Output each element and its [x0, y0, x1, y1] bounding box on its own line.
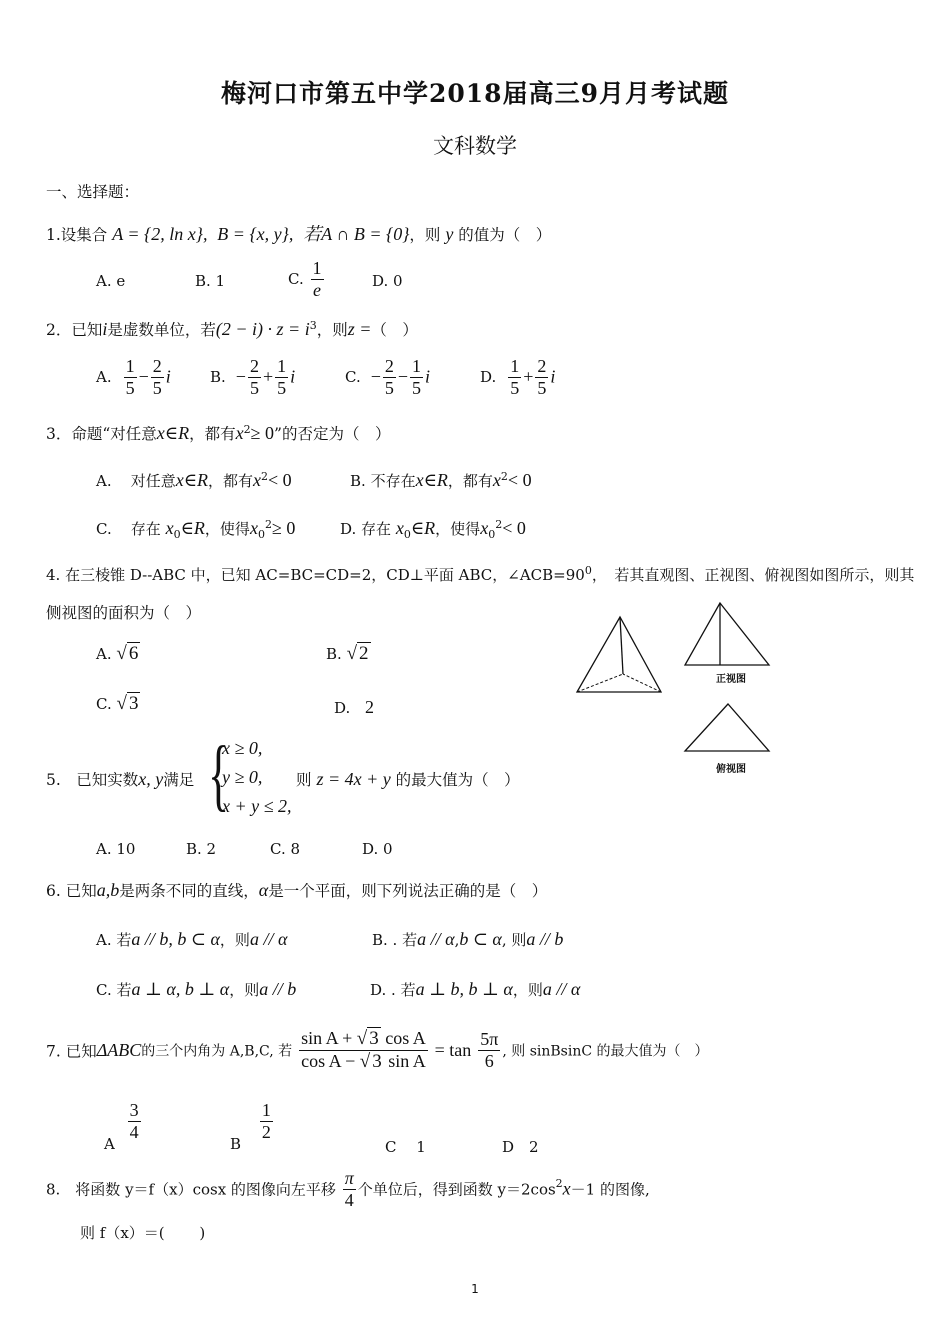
frac-denominator: 5: [510, 377, 520, 398]
q6-b-cond1: a // α: [417, 929, 455, 949]
q4-degree: 0: [584, 564, 592, 577]
q1-option-a[interactable]: A. e: [96, 272, 126, 290]
q3-a-exp: 2: [261, 470, 269, 483]
q7-triangle: ΔABC: [96, 1039, 142, 1060]
q3-c-sub2: 0: [257, 528, 265, 541]
frac-numerator: 3: [129, 1100, 139, 1120]
q2-option-c[interactable]: [345, 356, 430, 398]
q7-a-label: A: [104, 1135, 115, 1154]
q6-a-text: A. 若: [96, 931, 132, 949]
q3-d-domain: ∈R: [410, 518, 436, 538]
q6-c-concl: a // b: [259, 979, 297, 999]
q3-d-sub2: 0: [488, 528, 496, 541]
q3-a-domain: x∈R: [175, 470, 209, 490]
q1-option-c[interactable]: [288, 258, 326, 300]
q8-text-a: 8. 将函数 y＝f（x）cosx 的图像向左平移: [46, 1180, 336, 1199]
q5-text-c: 满足: [163, 771, 195, 789]
frac-denominator: 5: [384, 377, 394, 398]
q2-option-d[interactable]: [480, 356, 555, 398]
q3-c-text: 存在: [130, 520, 161, 538]
q6-b-text2: , 则: [501, 931, 527, 949]
q3-text-c: ，都有: [189, 425, 236, 443]
q5-constraint-3: x + y ≤ 2,: [222, 796, 292, 816]
option-label: D.: [480, 368, 497, 387]
q6-a-text2: ，则: [219, 931, 250, 949]
q3-c-exp: 2: [264, 518, 272, 531]
option-imaginary-unit: i: [290, 366, 296, 387]
question-4-line2: 侧视图的面积为（ ）: [46, 604, 202, 622]
option-operator: −: [138, 366, 149, 387]
question-3-stem: [46, 422, 390, 444]
q6-b-text: B. . 若: [372, 931, 418, 949]
q6-b-concl: a // b: [526, 929, 564, 949]
option-label: C.: [345, 368, 361, 387]
q7-main-fraction: [299, 1028, 428, 1073]
q7-text-c: 的三个内角为 A,B,C, 若: [141, 1043, 293, 1060]
q7-option-a[interactable]: [104, 1100, 143, 1153]
q3-c-ineq: ≥ 0: [271, 518, 296, 538]
q4-b-radicand: 2: [359, 643, 369, 664]
q3-b-text: 不存在: [370, 472, 416, 490]
option-fraction-1: [383, 356, 396, 398]
option-imaginary-unit: i: [165, 366, 171, 387]
q6-b-comma: ,: [454, 931, 460, 949]
frac-numerator: π: [344, 1168, 354, 1188]
question-6-stem: [46, 879, 547, 901]
question-7-stem: [46, 1028, 709, 1073]
q7-tan-denominator: 6: [484, 1050, 494, 1071]
frac-denominator: 5: [152, 377, 162, 398]
q7-fraction-numerator: [299, 1028, 428, 1051]
q3-a-text: 对任意: [130, 472, 176, 490]
q6-d-text2: ，则: [512, 981, 543, 999]
q3-d-ineq: < 0: [502, 518, 526, 538]
q4-b-label: B.: [326, 645, 342, 663]
top-view-label: 俯视图: [716, 764, 746, 775]
q4-b-sqrt: √ 2: [346, 643, 369, 664]
q3-c-var: x: [165, 518, 174, 538]
option-imaginary-unit: i: [550, 366, 556, 387]
q6-b-cond2: b ⊂ α: [459, 929, 502, 949]
pyramid-hidden-edge-left: [577, 674, 623, 692]
question-8-stem: [46, 1168, 650, 1210]
q7-num-sqrt: √ 3: [356, 1028, 379, 1049]
q3-option-c[interactable]: [96, 518, 295, 541]
q7-b-label: B: [230, 1135, 242, 1154]
q3-b-exp: 2: [500, 470, 508, 483]
q6-c-text: C. 若: [96, 981, 132, 999]
q6-option-c[interactable]: [96, 979, 296, 1000]
q3-ineq: ≥ 0: [250, 423, 275, 443]
q3-option-d[interactable]: [340, 518, 526, 541]
q6-d-cond: a ⊥ b, b ⊥ α: [415, 979, 513, 999]
q5-objective: z = 4x + y: [316, 769, 391, 789]
frac-denominator: 4: [344, 1189, 354, 1210]
q8-var-x: x: [562, 1178, 571, 1199]
q3-b-ineq: < 0: [507, 470, 532, 490]
option-sign: −: [235, 366, 246, 387]
q4-option-b[interactable]: [326, 643, 371, 665]
q7-option-d[interactable]: D 2: [502, 1138, 539, 1156]
q4-a-radicand: 6: [128, 643, 139, 664]
q3-text-g: ”的否定为（ ）: [274, 425, 391, 443]
q1-text-e: ，则: [409, 226, 441, 244]
q3-a-text2: ，都有: [208, 472, 254, 490]
q7-option-b[interactable]: [230, 1100, 275, 1153]
q6-text-a: 6. 已知: [46, 882, 97, 900]
q7-den-part1: cos A −: [301, 1050, 360, 1071]
q5-text-a: 5. 已知实数: [46, 771, 139, 789]
q1-var-y: y: [445, 224, 454, 244]
q6-c-cond: a ⊥ α, b ⊥ α: [131, 979, 230, 999]
q6-option-a[interactable]: [96, 929, 287, 950]
q5-constraint-system: [222, 738, 292, 825]
pyramid-hidden-edge-right: [623, 674, 661, 692]
q2-equation: (2 − i) · z = i: [215, 319, 310, 339]
q7-num-part2: cos A: [380, 1028, 426, 1048]
q5-option-c[interactable]: C. 8: [270, 840, 301, 858]
q7-fraction-denominator: [299, 1051, 428, 1073]
q3-d-var: x: [395, 518, 404, 538]
option-operator: +: [262, 366, 274, 387]
q7-den-radicand: 3: [372, 1050, 382, 1072]
front-view-figure: [683, 601, 773, 669]
q2-text-a: 2．已知: [46, 321, 103, 339]
q3-domain: x∈R: [156, 423, 190, 443]
frac-denominator: e: [313, 279, 321, 300]
option-fraction-2: [275, 356, 288, 398]
q1-text-a: 1.设集合: [46, 226, 108, 244]
q2-text-h: （ ）: [371, 321, 418, 339]
q7-equals-tan: = tan: [434, 1039, 472, 1060]
frac-numerator: 2: [249, 356, 259, 376]
exam-title: 梅河口市第五中学2018届高三9月月考试题: [221, 79, 729, 108]
q2-text-c: 是虚数单位，若: [107, 321, 216, 339]
q5-text-f: 的最大值为（ ）: [395, 771, 520, 789]
pyramid-intuitive-figure: [575, 612, 665, 697]
option-sign: −: [370, 366, 381, 387]
frac-numerator: 2: [537, 356, 547, 376]
option-fraction-1: [248, 356, 261, 398]
q6-c-text2: ，则: [229, 981, 260, 999]
question-2-stem: [46, 318, 418, 340]
option-fraction-1: [508, 356, 521, 398]
q7-b-frac: [260, 1100, 273, 1142]
q1-option-c-frac: [311, 258, 324, 300]
q4-a-label: A.: [96, 645, 112, 663]
q4-c-label: C.: [96, 695, 112, 713]
question-4-line1: [46, 564, 914, 585]
frac-numerator: 2: [152, 356, 162, 376]
q3-a-ineq: < 0: [268, 470, 292, 490]
q5-text-d: 则: [296, 771, 312, 789]
q3-d-text2: ，使得: [435, 520, 481, 538]
q3-b-var: x: [492, 470, 501, 490]
frac-denominator: 5: [249, 377, 259, 398]
q6-a-cond: a // b, b ⊂ α: [131, 929, 220, 949]
q6-a-concl: a // α: [249, 929, 288, 949]
q1-text-g: 的值为（ ）: [458, 226, 552, 244]
q3-a-var: x: [253, 470, 262, 490]
option-label: B.: [210, 368, 226, 387]
question-1-stem: [46, 220, 551, 246]
q3-exp: 2: [243, 422, 251, 436]
q7-option-c[interactable]: C 1: [385, 1138, 426, 1156]
q2-var-z: z =: [347, 319, 372, 339]
q6-plane: α: [258, 880, 269, 900]
q7-a-frac: [128, 1100, 141, 1142]
q5-option-b[interactable]: B. 2: [186, 840, 217, 858]
q1-option-c-label: C.: [288, 270, 304, 289]
question-5-stem-a: [46, 768, 194, 790]
q6-text-c: 是两条不同的直线，: [119, 882, 259, 900]
q2-option-b[interactable]: [210, 356, 295, 398]
exam-subtitle: 文科数学: [433, 134, 517, 158]
q4-d-value: 2: [365, 697, 375, 717]
q5-option-d[interactable]: D. 0: [362, 840, 393, 858]
frac-numerator: 1: [412, 356, 422, 376]
q4-option-a[interactable]: [96, 643, 140, 665]
q5-constraint-1: x ≥ 0,: [222, 738, 263, 758]
q6-option-b[interactable]: [372, 929, 563, 950]
q6-vars: a,b: [96, 880, 120, 900]
option-imaginary-unit: i: [425, 366, 431, 387]
q1-condition: 若A ∩ B = {0}: [303, 224, 410, 244]
top-view-figure: [683, 702, 773, 754]
q5-vars: x, y: [138, 769, 164, 789]
front-view-label: 正视图: [716, 674, 746, 685]
q4-c-sqrt: √ 3: [116, 693, 139, 714]
frac-numerator: 1: [125, 356, 135, 376]
question-5-stem-b: [296, 768, 520, 790]
question-8-line2: 则 f（x）＝( ): [80, 1224, 206, 1242]
q2-var-i: i: [102, 319, 108, 339]
q6-option-d[interactable]: [370, 979, 580, 1000]
q7-den-part2: sin A: [383, 1050, 426, 1071]
q3-d-label: D.: [340, 520, 357, 538]
q5-constraint-2: y ≥ 0,: [222, 767, 263, 787]
frac-denominator: 5: [277, 377, 287, 398]
q3-c-var2: x: [249, 518, 258, 538]
option-operator: −: [397, 366, 409, 387]
q3-b-text2: ，都有: [447, 472, 493, 490]
q4-d-label: D.: [334, 699, 351, 717]
q3-c-label: C.: [96, 520, 112, 538]
q7-tan-fraction: [478, 1029, 500, 1071]
q7-den-sqrt: √ 3: [359, 1050, 382, 1072]
q7-num-radicand: 3: [369, 1028, 379, 1049]
q3-option-a[interactable]: [96, 470, 292, 491]
q2-text-f: ，则: [316, 321, 348, 339]
frac-denominator: 5: [412, 377, 422, 398]
frac-numerator: 1: [510, 356, 520, 376]
q6-d-text: D. . 若: [370, 981, 416, 999]
q5-system-brace: {: [208, 731, 230, 819]
option-fraction-2: [410, 356, 423, 398]
page-number: 1: [471, 1282, 479, 1296]
frac-denominator: 5: [537, 377, 547, 398]
q8-exponent: 2: [555, 1177, 563, 1191]
q7-text-d: , 则 sinBsinC 的最大值为（ ）: [502, 1043, 709, 1060]
q6-d-concl: a // α: [542, 979, 581, 999]
q7-num-part1: sin A +: [301, 1028, 357, 1048]
q8-shift-fraction: [343, 1168, 356, 1210]
frac-numerator: 1: [312, 258, 322, 278]
q2-exponent: 3: [309, 318, 317, 332]
q7-tan-numerator: 5π: [480, 1029, 499, 1050]
frac-denominator: 4: [129, 1121, 139, 1142]
q1-option-d[interactable]: D. 0: [372, 272, 403, 290]
q4-text-b: ， 若其直观图、正视图、俯视图如图所示，则其: [591, 566, 915, 584]
q3-b-domain: x∈R: [415, 470, 448, 490]
q1-option-b[interactable]: B. 1: [195, 272, 226, 290]
q3-a-label: A.: [96, 472, 112, 490]
q4-text-a: 4. 在三棱锥 D--ABC 中，已知 AC=BC=CD=2，CD⊥平面 ABC，∠ACB=90: [46, 566, 585, 584]
q4-option-c[interactable]: [96, 693, 140, 715]
pyramid-edge-front: [620, 617, 623, 674]
frac-numerator: 1: [277, 356, 287, 376]
q4-c-radicand: 3: [128, 693, 139, 714]
q3-c-sub: 0: [173, 528, 181, 541]
front-view-triangle: [685, 603, 769, 665]
q2-option-a[interactable]: [96, 356, 171, 398]
frac-numerator: 2: [384, 356, 394, 376]
q7-text-a: 7. 已知: [46, 1042, 97, 1061]
pyramid-outline: [577, 617, 661, 692]
q3-d-text: 存在: [361, 520, 392, 538]
q5-option-a[interactable]: A. 10: [96, 840, 136, 858]
q3-option-b[interactable]: [350, 470, 532, 491]
option-operator: +: [523, 366, 534, 387]
q3-c-domain: ∈R: [180, 518, 205, 538]
option-fraction-2: [151, 356, 164, 398]
option-fraction-2: [535, 356, 548, 398]
option-label: A.: [96, 368, 112, 387]
top-view-triangle: [685, 704, 769, 751]
frac-denominator: 2: [261, 1121, 271, 1142]
section-heading: 一、选择题：: [46, 183, 140, 201]
q3-d-var2: x: [480, 518, 489, 538]
q3-d-exp: 2: [495, 518, 503, 531]
q6-text-e: 是一个平面，则下列说法正确的是（ ）: [268, 882, 548, 900]
q3-c-text2: ，使得: [204, 520, 250, 538]
frac-numerator: 1: [261, 1100, 271, 1120]
q4-option-d[interactable]: [334, 697, 374, 718]
q3-text-a: 3．命题“对任意: [46, 425, 157, 443]
q3-d-sub: 0: [403, 528, 411, 541]
q3-b-label: B.: [350, 472, 366, 490]
q8-text-b: 个单位后，得到函数 y＝2cos: [357, 1180, 556, 1199]
q4-a-sqrt: √ 6: [116, 643, 139, 664]
frac-denominator: 5: [125, 377, 135, 398]
option-fraction-1: [124, 356, 137, 398]
q1-set-b: B = {x, y},: [217, 224, 294, 244]
q8-text-d: －1 的图像,: [570, 1180, 650, 1199]
q3-var-x: x: [235, 423, 244, 443]
q1-set-a: A = {2, ln x},: [112, 224, 208, 244]
